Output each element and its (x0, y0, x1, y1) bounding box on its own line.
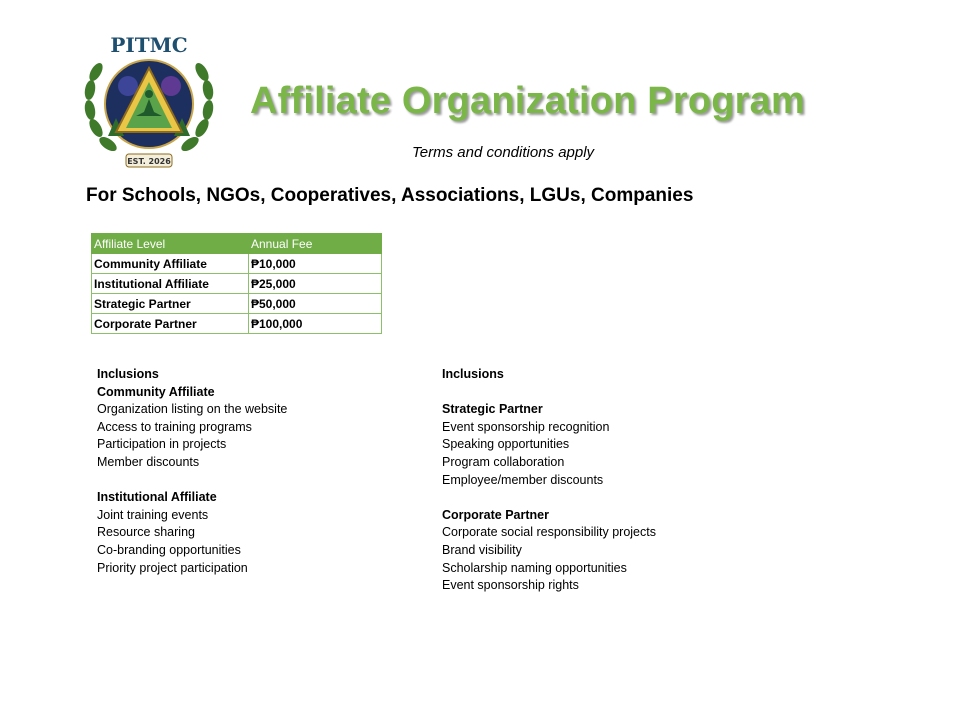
affiliate-level-cell: Corporate Partner (92, 314, 249, 334)
inclusions-right-column (442, 366, 656, 595)
list-item: Joint training events (97, 507, 209, 522)
annual-fee-cell: ₱100,000 (249, 314, 382, 334)
inclusions-left-column (97, 366, 287, 577)
table-row (92, 274, 382, 294)
inclusions-heading: Inclusions (442, 367, 504, 381)
list-item: Priority project participation (97, 560, 248, 575)
table-row (92, 294, 382, 314)
spacer (97, 472, 287, 490)
pitmc-logo (78, 28, 220, 174)
list-item: Participation in projects (97, 437, 227, 452)
list-item: Employee/member discounts (442, 472, 604, 487)
list-item: Corporate social responsibility projects (442, 525, 656, 540)
fee-table (91, 233, 382, 334)
list-item: Program collaboration (442, 454, 565, 469)
terms-note: Terms and conditions apply (412, 144, 595, 161)
spacer (442, 489, 656, 507)
affiliate-level-cell: Strategic Partner (92, 294, 249, 314)
table-row (92, 254, 382, 274)
corporate-partner-title: Corporate Partner (442, 507, 549, 522)
annual-fee-cell: ₱25,000 (249, 274, 382, 294)
annual-fee-cell: ₱50,000 (249, 294, 382, 314)
inclusions-heading: Inclusions (97, 367, 159, 381)
logo-est: EST. 2026 (127, 157, 171, 166)
affiliate-level-cell: Institutional Affiliate (92, 274, 249, 294)
column-header: Annual Fee (249, 234, 382, 254)
list-item: Speaking opportunities (442, 437, 570, 452)
list-item: Scholarship naming opportunities (442, 560, 627, 575)
logo-text: PITMC (110, 33, 188, 57)
strategic-partner-title: Strategic Partner (442, 402, 543, 417)
list-item: Co-branding opportunities (97, 542, 241, 557)
list-item: Event sponsorship rights (442, 578, 579, 593)
list-item: Resource sharing (97, 525, 195, 540)
institutional-affiliate-title: Institutional Affiliate (97, 490, 217, 505)
table-header-row (92, 234, 382, 254)
page-title: Affiliate Organization Program (250, 80, 805, 122)
affiliate-level-cell: Community Affiliate (92, 254, 249, 274)
spacer (442, 384, 656, 402)
annual-fee-cell: ₱10,000 (249, 254, 382, 274)
list-item: Member discounts (97, 454, 200, 469)
list-item: Access to training programs (97, 419, 252, 434)
audience-subtitle: For Schools, NGOs, Cooperatives, Associations, LGUs, Companies (86, 185, 694, 206)
community-affiliate-title: Community Affiliate (97, 384, 215, 399)
table-row (92, 314, 382, 334)
list-item: Brand visibility (442, 542, 522, 557)
list-item: Organization listing on the website (97, 402, 288, 417)
list-item: Event sponsorship recognition (442, 419, 610, 434)
column-header: Affiliate Level (92, 234, 249, 254)
